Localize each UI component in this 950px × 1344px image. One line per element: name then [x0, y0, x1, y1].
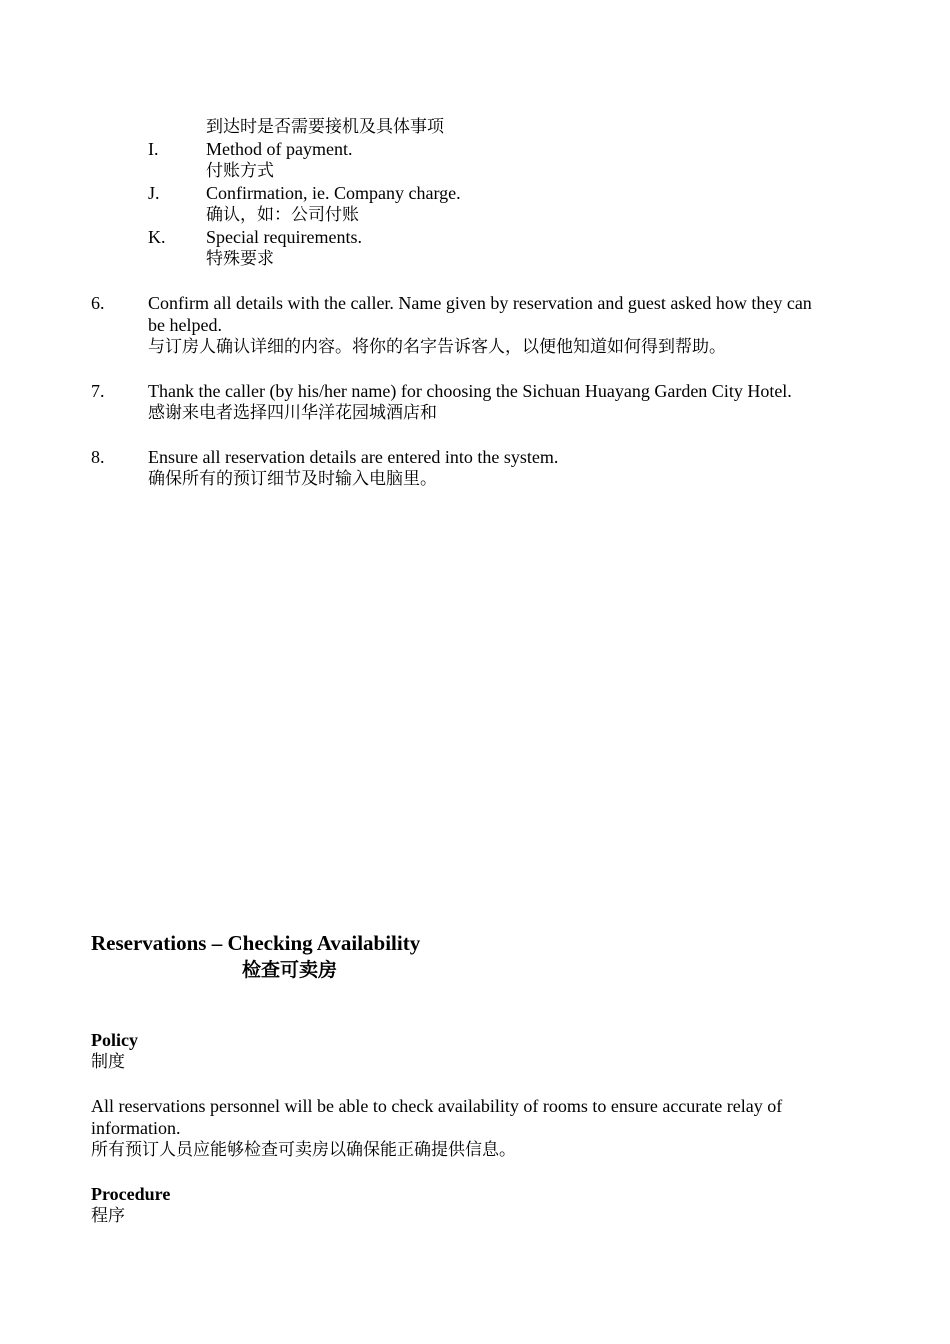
item-k-chinese: 特殊要求	[206, 249, 274, 269]
step-6-chinese: 与订房人确认详细的内容。将你的名字告诉客人，以便他知道如何得到帮助。	[148, 337, 726, 357]
step-7-chinese: 感谢来电者选择四川华洋花园城酒店和	[148, 403, 437, 423]
step-8-chinese: 确保所有的预订细节及时输入电脑里。	[148, 469, 437, 489]
item-i-chinese: 付账方式	[206, 161, 274, 181]
step-6-english-line2: be helped.	[148, 315, 222, 335]
policy-heading-chinese: 制度	[91, 1052, 125, 1072]
section-title-chinese: 检查可卖房	[242, 959, 338, 981]
item-i-english: Method of payment.	[206, 139, 353, 159]
policy-heading: Policy	[91, 1030, 138, 1050]
item-k-marker: K.	[148, 227, 166, 247]
item-i-marker: I.	[148, 139, 159, 159]
step-7-number: 7.	[91, 381, 105, 401]
step-6-number: 6.	[91, 293, 105, 313]
procedure-heading: Procedure	[91, 1184, 171, 1204]
item-k-english: Special requirements.	[206, 227, 362, 247]
step-8-number: 8.	[91, 447, 105, 467]
item-j-english: Confirmation, ie. Company charge.	[206, 183, 461, 203]
step-8-english: Ensure all reservation details are entered into the system.	[148, 447, 559, 467]
item-j-marker: J.	[148, 183, 160, 203]
section-title: Reservations – Checking Availability	[91, 931, 421, 955]
step-6-english-line1: Confirm all details with the caller. Name given by reservation and guest asked how they can	[148, 293, 812, 313]
item-j-chinese: 确认，如：公司付账	[206, 205, 359, 225]
step-7-english: Thank the caller (by his/her name) for choosing the Sichuan Huayang Garden City Hotel.	[148, 381, 792, 401]
policy-text-chinese: 所有预订人员应能够检查可卖房以确保能正确提供信息。	[91, 1140, 516, 1160]
item-h-chinese: 到达时是否需要接机及具体事项	[206, 117, 444, 137]
procedure-heading-chinese: 程序	[91, 1206, 125, 1226]
policy-text-line2: information.	[91, 1118, 181, 1138]
policy-text-line1: All reservations personnel will be able to check availability of rooms to ensure accurate relay of	[91, 1096, 783, 1116]
